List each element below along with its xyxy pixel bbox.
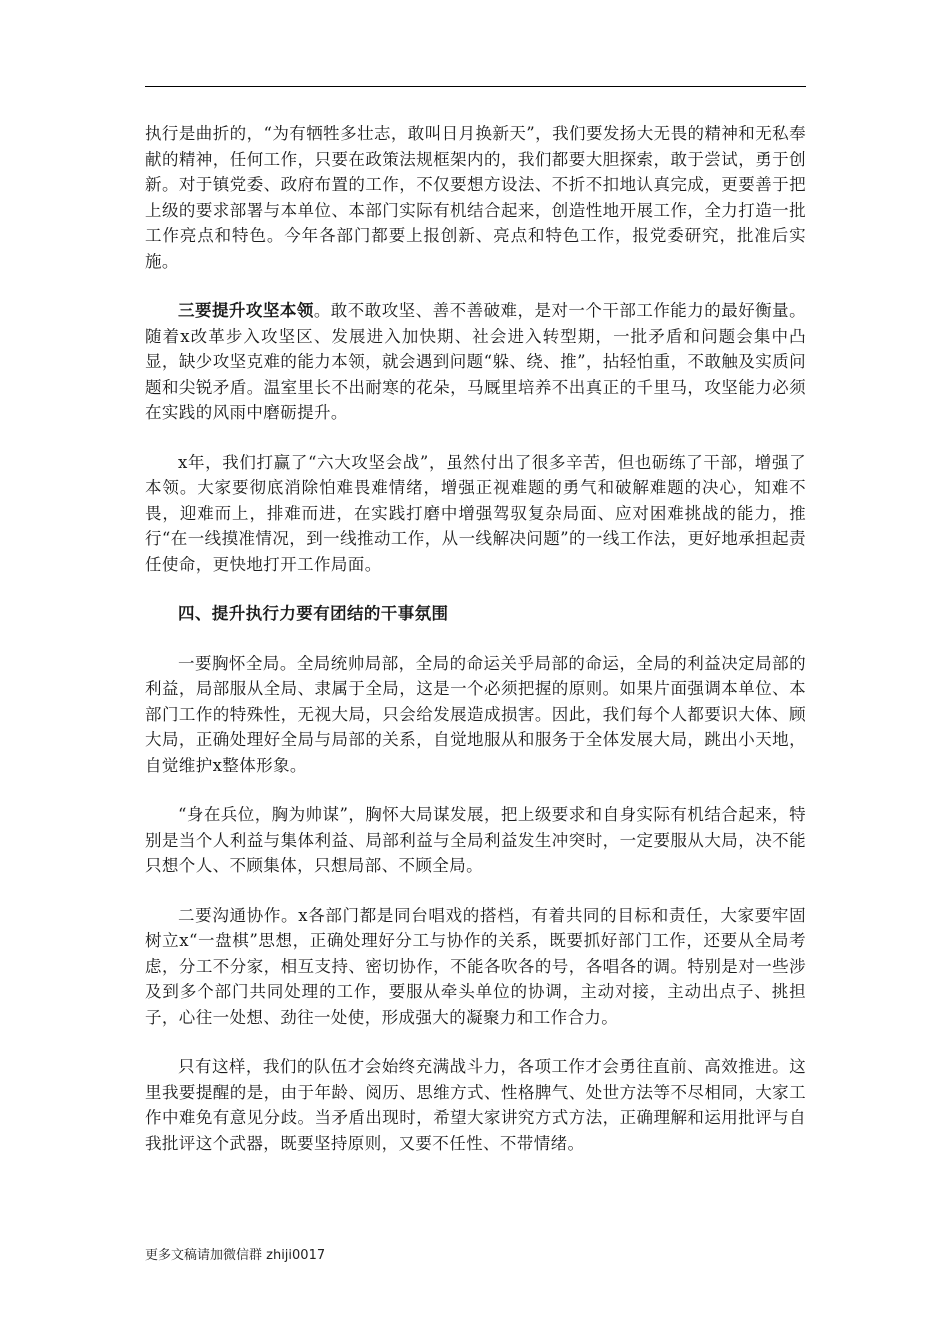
section-heading: 四、提升执行力要有团结的干事氛围 xyxy=(178,604,449,623)
paragraph-text: 一要胸怀全局。全局统帅局部，全局的命运关乎局部的命运，全局的利益决定局部的利益，局部服从全局、隶属于全局，这是一个必须把握的原则。如果片面强调本单位、本部门工作的特殊性，无视大局，只会给发展造成损害。因此，我们每个人都要识大体、顾大局，正确处理好全局与局部的关系，自觉地服从和服务于全体发展大局，跳出小天地，自觉维护x整体形象。 xyxy=(145,653,806,775)
paragraph-text: 二要沟通协作。x各部门都是同台唱戏的搭档，有着共同的目标和责任，大家要牢固树立x“一盘棋”思想，正确处理好分工与协作的关系，既要抓好部门工作，还要从全局考虑，分工不分家，相互支持、密切协作，不能各吹各的号，各唱各的调。特别是对一些涉及到多个部门共同处理的工作，要服从牵头单位的协调，主动对接，主动出点子、挑担子，心往一处想、劲往一处使，形成强大的凝聚力和工作合力。 xyxy=(145,905,806,1027)
footer-note: 更多文稿请加微信群 zhiji0017 xyxy=(145,1248,326,1263)
paragraph-text: 。敢不敢攻坚、善不善破难，是对一个干部工作能力的最好衡量。随着x改革步入攻坚区、发展进入加快期、社会进入转型期，一批矛盾和问题会集中凸显，缺少攻坚克难的能力本领，就会遇到问题“躲、绕、推”，拈轻怕重，不敢触及实质问题和尖锐矛盾。温室里长不出耐寒的花朵，马厩里培养不出真正的千里马，攻坚能力必须在实践的风雨中磨砺提升。 xyxy=(145,301,807,422)
paragraph-two xyxy=(145,903,806,1031)
paragraph-text: 执行是曲折的，“为有牺牲多壮志，敢叫日月换新天”，我们要发扬大无畏的精神和无私奉献的精神，任何工作，只要在政策法规框架内的，我们都要大胆探索，敢于尝试，勇于创新。对于镇党委、政府布置的工作，不仅要想方设法、不折不扣地认真完成，更要善于把上级的要求部署与本单位、本部门实际有机结合起来，创造性地开展工作，全力打造一批工作亮点和特色。今年各部门都要上报创新、亮点和特色工作，报党委研究，批准后实施。 xyxy=(145,124,806,271)
paragraph-text: x年，我们打赢了“六大攻坚会战”，虽然付出了很多辛苦，但也砺练了干部，增强了本领。大家要彻底消除怕难畏难情绪，增强正视难题的勇气和破解难题的决心，知难不畏，迎难而上，排难而进，在实践打磨中增强驾驭复杂局面、应对困难挑战的能力，推行“在一线摸准情况，到一线推动工作，从一线解决问题”的一线工作法，更好地承担起责任使命，更快地打开工作局面。 xyxy=(145,452,806,574)
paragraph-one xyxy=(145,651,806,779)
paragraph-lead: 三要提升攻坚本领 xyxy=(178,301,314,320)
paragraph-final xyxy=(145,1054,806,1156)
paragraph-continued xyxy=(145,121,806,274)
paragraph-year xyxy=(145,450,806,578)
paragraph-three xyxy=(145,298,806,426)
header-rule xyxy=(145,86,806,87)
paragraph-quote xyxy=(145,802,806,879)
document-body xyxy=(145,121,806,1180)
paragraph-text: “身在兵位，胸为帅谋”，胸怀大局谋发展，把上级要求和自身实际有机结合起来，特别是当个人利益与集体利益、局部利益与全局利益发生冲突时，一定要服从大局，决不能只想个人、不顾集体，只想局部、不顾全局。 xyxy=(145,805,806,875)
paragraph-text: 只有这样，我们的队伍才会始终充满战斗力，各项工作才会勇往直前、高效推进。这里我要提醒的是，由于年龄、阅历、思维方式、性格脾气、处世方法等不尽相同，大家工作中难免有意见分歧。当矛盾出现时，希望大家讲究方式方法，正确理解和运用批评与自我批评这个武器，既要坚持原则，又要不任性、不带情绪。 xyxy=(145,1057,806,1153)
